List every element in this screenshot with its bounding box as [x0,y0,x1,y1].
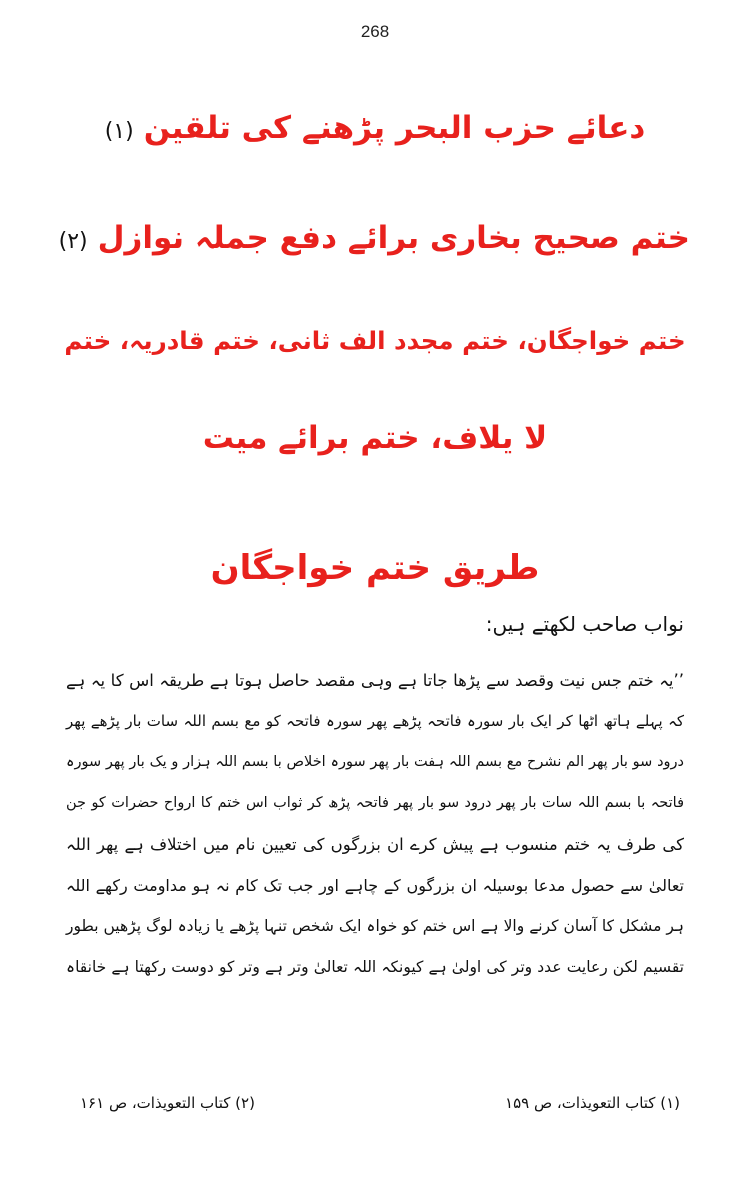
footnote-ref-1: (۱) [104,119,134,144]
footnote-2: (۲) کتاب التعویذات، ص ۱۶۱ [80,1094,255,1112]
body-line: تقسیم لکن رعایت عدد وتر کی اولیٰ ہے کیونکہ اللہ تعالیٰ وتر ہے وتر کو دوست رکھتا ہے خانقاہ [66,958,684,976]
heading-khatm-bukhari-text: ختم صحیح بخاری برائے دفع جملہ نوازل [97,220,690,256]
footnotes [80,1094,680,1112]
body-line: ہر مشکل کا آسان کرنے والا ہے اس ختم کو خواہ ایک شخص تنہا پڑھے یا زیادہ لوگ پڑھیں بطور [66,917,684,935]
heading-khatm-bukhari [60,220,690,257]
footnote-1: (۱) کتاب التعویذات، ص ۱۵۹ [505,1094,680,1112]
page-number: 268 [360,22,390,41]
footnote-ref-2: (۲) [58,229,88,254]
intro-line: نواب صاحب لکھتے ہیں: [485,612,684,636]
heading-khatm-list-line-1: ختم خواجگان، ختم مجدد الف ثانی، ختم قادریہ، ختم [64,326,686,355]
body-line: ’’یہ ختم جس نیت وقصد سے پڑھا جاتا ہے وہی مقصد حاصل ہوتا ہے طریقہ اس کا یہ ہے [66,671,684,690]
section-title: طریق ختم خواجگان [210,548,540,588]
heading-hizb-ul-bahr-text: دعائے حزب البحر پڑھنے کی تلقین [143,110,646,146]
body-line: فاتحہ با بسم اللہ سات بار پھر درود سو بار پھر فاتحہ پڑھ کر ثواب اس ختم کا ارواح حضرات کو جن [66,795,684,811]
body-line: تعالیٰ سے حصول مدعا بوسیلہ ان بزرگوں کے چاہے اور جب تک کام نہ ہو مداومت رکھے اللہ [66,876,684,895]
heading-khatm-list-line-2: لا یلاف، ختم برائے میت [202,420,548,456]
heading-hizb-ul-bahr [60,110,690,147]
body-line: کی طرف یہ ختم منسوب ہے پیش کرے ان بزرگوں کی تعیین نام میں اختلاف ہے پھر اللہ [66,835,684,854]
body-paragraph [66,660,684,988]
body-line: کہ پہلے ہاتھ اٹھا کر ایک بار سورہ فاتحہ پڑھے پھر سورہ فاتحہ کو مع بسم اللہ سات بار پڑھے پھر [66,712,684,730]
body-line: درود سو بار پھر الم نشرح مع بسم اللہ ہفت بار پھر سورہ اخلاص با بسم اللہ ہزار و یک بار پھر سورہ [66,754,684,770]
